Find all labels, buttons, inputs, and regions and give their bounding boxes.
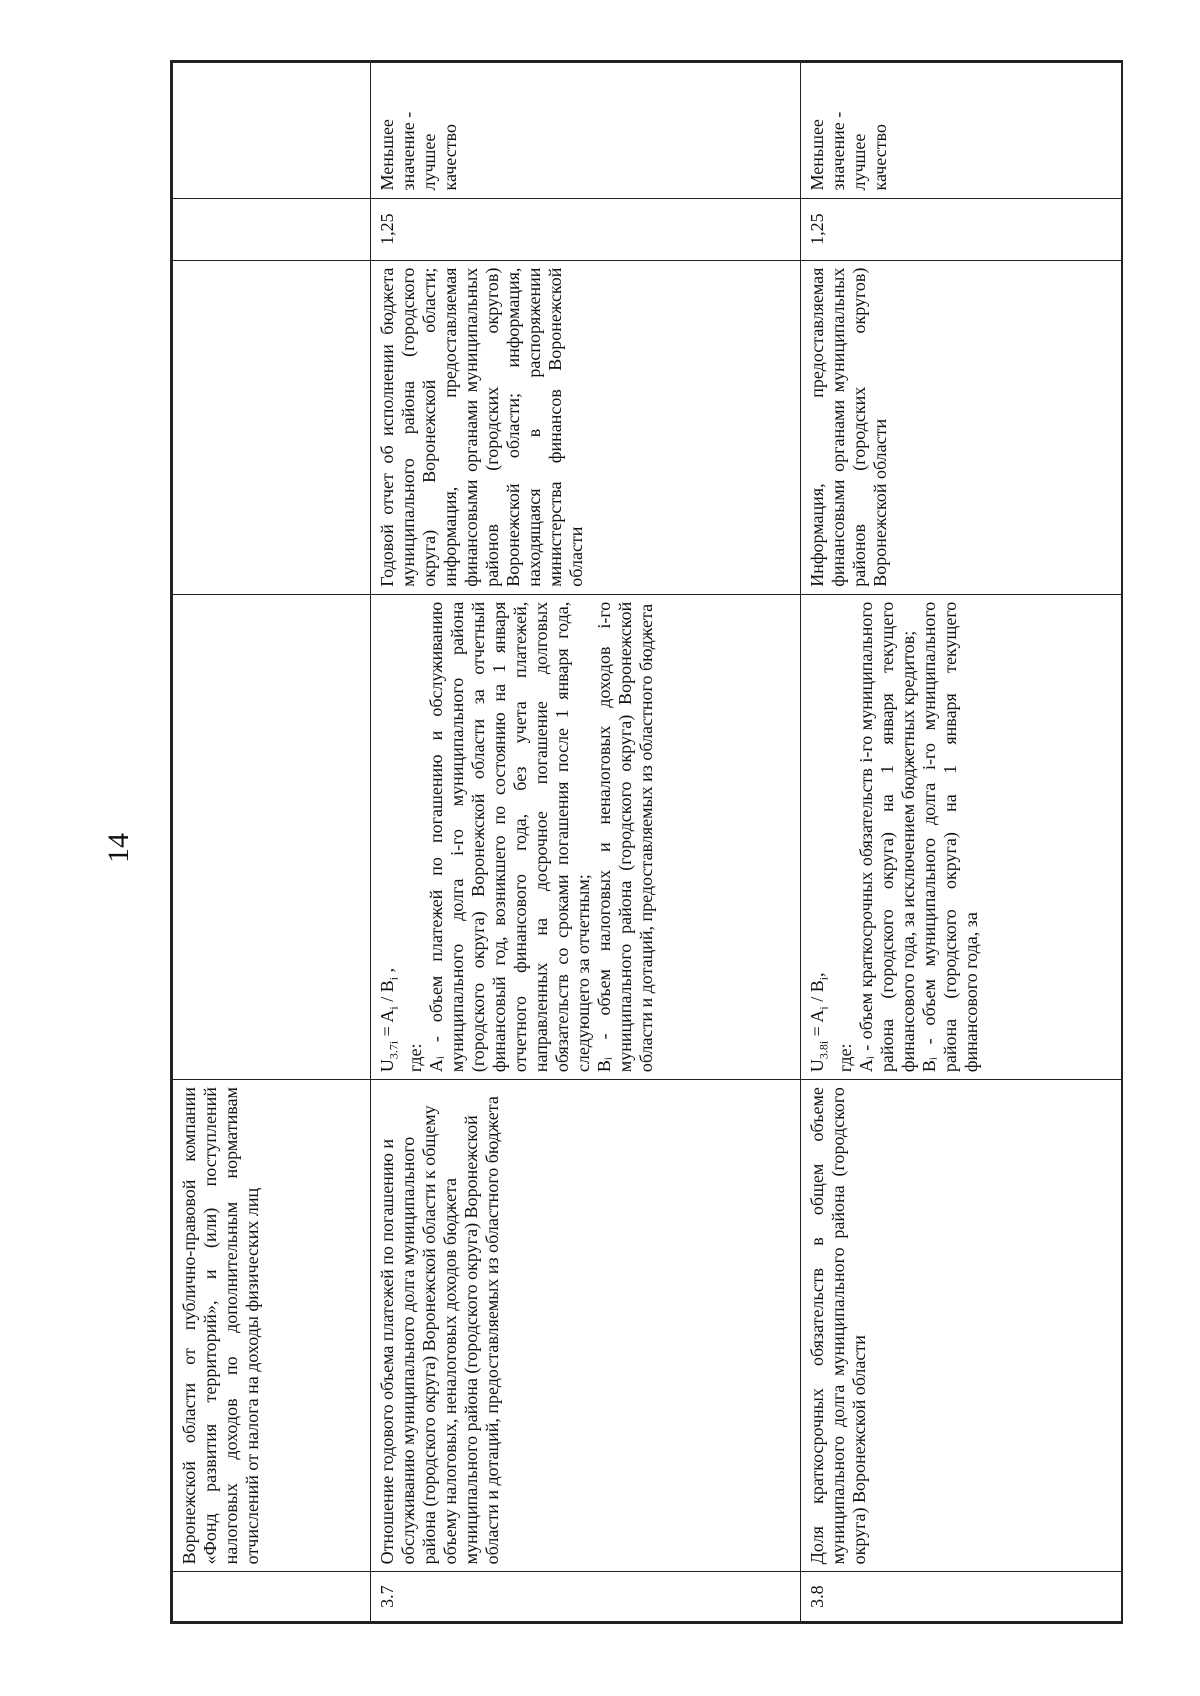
row-number-cell [173,1572,371,1622]
indicator-cell: Доля краткосрочных обязательств в общем объеме муниципального долга муниципального района (городского округа) Воронежской области [801,1080,1122,1572]
formula-definition-a: Aᵢ - объем краткосрочных обязательств i-го муниципального района (городского округа) на 1 января текущего финансового года, за исключением бюджетных кредитов; [855,601,918,1073]
note-cell: Меньшее значение - лучшее качество [371,63,801,199]
weight-cell: 1,25 [371,198,801,260]
weight-cell [173,198,371,260]
table-row-continuation [173,63,371,1622]
indicator-table [170,60,1123,1624]
indicator-cell: Отношение годового объема платежей по погашению и обслуживанию муниципального долга муниципального района (городского округа) Воронежской области к общему объему налоговых, неналоговых доходов бюджета муниципального района (городского округа) Воронежской области и дотаций, предоставляемых из областного бюджета [371,1080,801,1572]
formula-definition-b: Bᵢ - объем муниципального долга i-го муниципального района (городского округа) на 1 января текущего финансового года, за [918,601,981,1073]
formula: $U_{3.8i} = A_i / B_i$, [807,972,831,1073]
weight-cell: 1,25 [801,198,1122,260]
row-number: 3.7 [371,1572,801,1622]
formula-cell [801,594,1122,1079]
table-row [801,63,1122,1622]
source-cell: Информация, предоставляемая финансовыми органами муниципальных районов (городских округов) Воронежской области [801,260,1122,594]
formula-cell [173,594,371,1079]
formula: $U_{3.7i} = A_i / B_i$ , [377,967,401,1073]
row-number: 3.8 [801,1572,1122,1622]
formula-cell [371,594,801,1079]
source-cell: Годовой отчет об исполнении бюджета муниципального района (городского округа) Воронежской области; информация, предоставляемая финансовыми органами муниципальных районов (городских округов) Воронежской области; информация, находящаяся в распоряжении министерства финансов Воронежской области [371,260,801,594]
note-cell: Меньшее значение - лучшее качество [801,63,1122,199]
formula-definition-a: Aᵢ - объем платежей по погашению и обслуживанию муниципального долга i-го муниципального района (городского округа) Воронежской области за отчетный финансовый год, возникшего по состоянию на 1 января отчетного финансового года, без учета платежей, направленных на досрочное погашение долговых обязательств со сроками погашения после 1 января года, следующего за отчетным; [425,601,593,1073]
note-cell [173,63,371,199]
source-cell [173,260,371,594]
indicator-cell: Воронежской области от публично-правовой компании «Фонд развития территорий», и (или) поступлений налоговых доходов по дополнительным нормативам отчислений от налога на доходы физических лиц [173,1080,371,1572]
formula-definition-b: Bᵢ - объем налоговых и неналоговых доходов i-го муниципального района (городского округа) Воронежской области и дотаций, предоставляемых из областного бюджета [593,601,656,1073]
table-row [371,63,801,1622]
formula-where: где: [834,1043,855,1073]
formula-where: где: [404,1043,425,1073]
page-number: 14 [102,833,135,863]
